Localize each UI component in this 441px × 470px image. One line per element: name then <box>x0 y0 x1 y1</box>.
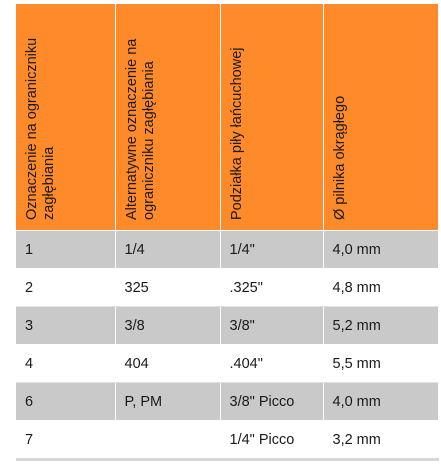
header-depth-gauge-marking <box>16 4 115 231</box>
table-row <box>16 383 438 421</box>
cell-marking: 4 <box>16 345 115 383</box>
table-row <box>16 345 438 383</box>
header-chain-pitch <box>220 4 323 231</box>
header-label: Oznaczenie na ograniczniku zagłębiania <box>24 37 57 220</box>
cell-pitch: .325" <box>220 269 323 307</box>
cell-pitch: .404" <box>220 345 323 383</box>
cell-marking: 1 <box>16 231 115 269</box>
header-round-file-diameter <box>323 4 438 231</box>
cell-file-diameter: 5,2 mm <box>323 307 438 345</box>
header-label: Podziałka piły łańcuchowej <box>228 47 245 220</box>
cell-pitch: 1/4" <box>220 231 323 269</box>
cell-file-diameter: 5,5 mm <box>323 345 438 383</box>
cell-alt-marking: 325 <box>115 269 220 307</box>
cell-pitch: 1/4" Picco <box>220 421 323 460</box>
cell-alt-marking: 404 <box>115 345 220 383</box>
header-label: Ø pilnika okrągłego <box>331 95 348 220</box>
cell-marking: 2 <box>16 269 115 307</box>
cell-marking: 6 <box>16 383 115 421</box>
cell-file-diameter: 3,2 mm <box>323 421 438 460</box>
cell-file-diameter: 4,0 mm <box>323 231 438 269</box>
cell-alt-marking: 1/4 <box>115 231 220 269</box>
cell-marking: 3 <box>16 307 115 345</box>
cell-alt-marking <box>115 421 220 460</box>
chain-file-spec-table <box>16 4 439 461</box>
header-alt-depth-gauge-marking <box>115 4 220 231</box>
table-row <box>16 307 438 345</box>
header-label: Alternatywne oznaczenie na ograniczniku zagłębiania <box>123 38 157 220</box>
spec-table-container <box>16 4 438 461</box>
table-body <box>16 231 438 460</box>
table-row <box>16 231 438 269</box>
cell-alt-marking: 3/8 <box>115 307 220 345</box>
table-row <box>16 421 438 460</box>
cell-file-diameter: 4,0 mm <box>323 383 438 421</box>
table-header <box>16 4 438 231</box>
header-row <box>16 4 438 231</box>
cell-file-diameter: 4,8 mm <box>323 269 438 307</box>
cell-pitch: 3/8" <box>220 307 323 345</box>
cell-alt-marking: P, PM <box>115 383 220 421</box>
cell-pitch: 3/8" Picco <box>220 383 323 421</box>
table-row <box>16 269 438 307</box>
cell-marking: 7 <box>16 421 115 460</box>
